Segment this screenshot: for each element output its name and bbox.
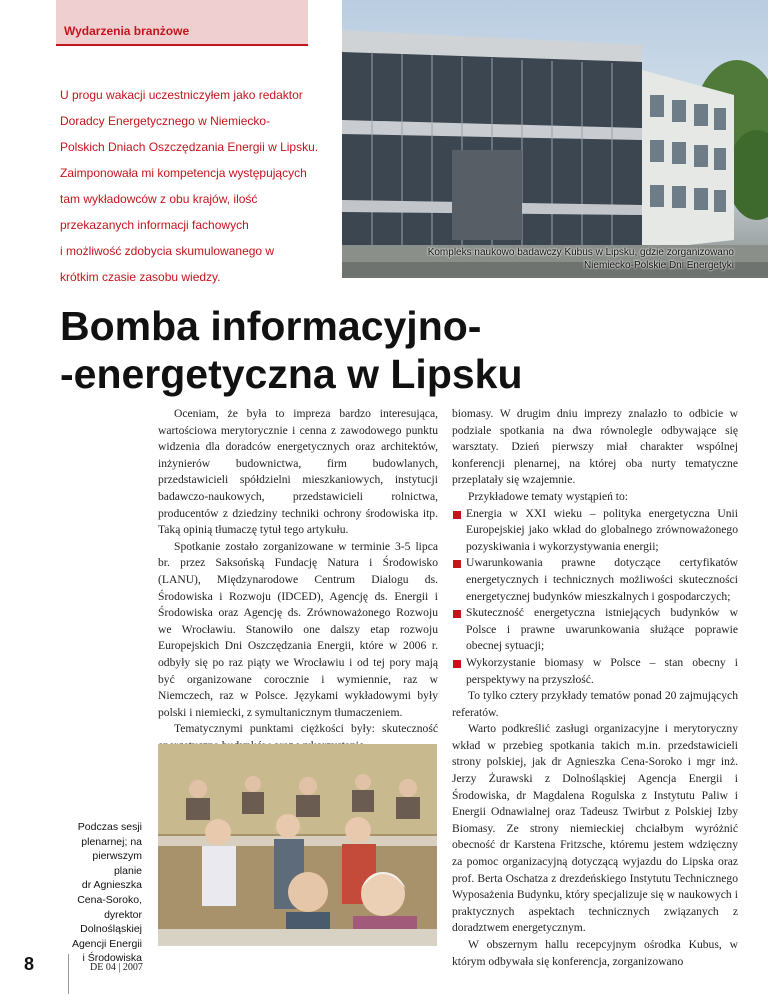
photo-caption xyxy=(394,246,734,272)
title-line: -energetyczna w Lipsku xyxy=(60,351,523,397)
article-column-2 xyxy=(452,406,738,970)
caption-line: Dolnośląskiej xyxy=(80,923,142,936)
paragraph: Warto podkreślić zasługi organizacyjne i merytoryczny wkład w przebieg spotkania takich m.in. przedstawicieli strony polskiej, jak dr Agnieszka Cena-Soroko i mgr inż. Jerzy Żurawski z Dolnośląskiej Agencja Energii i Środowiska, dr Magdalena Rogulska z Instytutu Paliw i Energii Odnawialnej oraz Tadeusz Twirbut z Polskiej Izby Biomasy. Ze strony niemieckiej chciałbym wyróżnić obecność dr Karstena Fritzsche, któremu jestem wdzięczny za pomoc organizacyjną dotyczącą wyjazdu do Lipska oraz prof. Berta Oschatza z drezdeńskiego Instytutu Technicznego Wyposażenia Budynku, który specjalizuje się w naukowych i praktycznych aspektach technicznych związanych z doradztwem energetycznym. xyxy=(452,722,738,935)
page-number: 8 xyxy=(24,954,35,974)
lead-line: tam wykładowców z obu krajów, ilość xyxy=(60,192,258,206)
bullet-square-icon xyxy=(453,511,461,519)
list-item xyxy=(452,655,738,688)
paragraph: Przykładowe tematy wystąpień to: xyxy=(468,489,629,503)
lead-line: Polskich Dniach Oszczędzania Energii w Lipsku. xyxy=(60,140,319,154)
bullet-square-icon xyxy=(453,660,461,668)
list-item-text: Uwarunkowania prawne dotyczące certyfikatów energetycznych i technicznych możliwości skuteczności energetycznej budynków mieszkalnych i gospodarczych; xyxy=(466,556,738,603)
conference-photo xyxy=(158,744,437,946)
lead-line: Doradcy Energetycznego w Niemiecko- xyxy=(60,114,271,128)
list-item xyxy=(452,605,738,655)
title-line: Bomba informacyjno- xyxy=(60,303,482,349)
caption-line: Agencji Energii xyxy=(71,937,142,950)
paragraph: To tylko cztery przykłady tematów ponad 20 zajmujących referatów. xyxy=(452,689,738,719)
list-item-text: Energia w XXI wieku – polityka energetyczna Unii Europejskiej jako wkład do globalnego zrównoważonego pozyskiwania i wykorzystywania energii; xyxy=(466,506,738,553)
list-item xyxy=(452,555,738,605)
bullet-square-icon xyxy=(453,610,461,618)
lead-line: U progu wakacji uczestniczyłem jako redaktor xyxy=(60,88,303,102)
lead-line: Zaimponowała mi kompetencja występujących xyxy=(60,166,307,180)
caption-line: pierwszym xyxy=(92,850,142,863)
list-item xyxy=(452,506,738,556)
paragraph: Oceniam, że była to impreza bardzo interesująca, wartościowa merytorycznie i cenna z zawodowego punktu widzenia dla doradców energetycznych oraz architektów, inżynierów budownictwa, firm budowlanych, przedstawicieli spółdzielni mieszkaniowych, instytucji badawczo-naukowych, przedstawicieli rolnictwa, producentów z dziedziny techniki ochrony środowiska itp. Taką opinią tłumaczę tytuł tego artykułu. xyxy=(158,407,438,537)
article-title xyxy=(60,302,740,398)
building-illustration xyxy=(342,0,768,278)
building-photo xyxy=(342,0,768,278)
list-item-text: Skuteczność energetyczna istniejących budynków w Polsce i prawne uwarunkowania służące poprawie obecnej sytuacji; xyxy=(466,606,738,653)
bullet-square-icon xyxy=(453,560,461,568)
paragraph: Tematycznymi punktami ciężkości były: skuteczność xyxy=(174,722,438,736)
caption-line: Cena-Soroko, xyxy=(77,893,142,906)
footer-divider xyxy=(68,954,69,994)
caption-line: planie xyxy=(113,864,142,877)
section-header xyxy=(56,0,308,46)
conference-illustration xyxy=(158,744,437,946)
paragraph: biomasy. W drugim dniu imprezy znalazło to odbicie w podziale spotkania na dwa równolegle odbywające się warsztaty. Dzień pierwszy miał charakter wspólnej konferencji plenarnej, na której oba nurty tematyczne przeplatały się wzajemnie. xyxy=(452,407,738,487)
photo-caption-line: Kompleks naukowo badawczy Kubus w Lipsku, gdzie zorganizowano xyxy=(427,247,734,258)
lead-line: krótkim czasie zasobu wiedzy. xyxy=(60,270,221,284)
article-column-1 xyxy=(158,406,438,754)
lead-line: i możliwość zdobycia skumulowanego w xyxy=(60,244,275,258)
list-item-text: Wykorzystanie biomasy w Polsce – stan obecny i perspektywy na przyszłość. xyxy=(466,655,738,686)
photo-caption-line: Niemiecko-Polskie Dni Energetyki xyxy=(583,260,734,271)
lead-line: przekazanych informacji fachowych xyxy=(60,218,249,232)
issue-label: DE 04 | 2007 xyxy=(90,962,143,973)
caption-line: dyrektor xyxy=(104,908,142,921)
caption-line: plenarnej; na xyxy=(81,835,142,848)
section-label: Wydarzenia branżowe xyxy=(64,24,190,38)
paragraph: W obszernym hallu recepcyjnym ośrodka Kubus, w którym odbywała się konferencja, zorganizowano xyxy=(452,938,738,968)
caption-line: Podczas sesji xyxy=(77,821,142,833)
caption-line: i Środowiska xyxy=(82,952,142,965)
conference-photo-caption xyxy=(60,820,142,966)
caption-line: dr Agnieszka xyxy=(81,879,142,892)
topics-list xyxy=(452,506,738,689)
paragraph: Spotkanie zostało zorganizowane w terminie 3-5 lipca br. przez Saksońską Fundację Natura i Środowisko (LANU), Międzynarodowe Centrum Dialogu ds. Środowiska i Rozwoju (IDCED), Agencję ds. Energii i Środowiska oraz Agencję ds. Zrównoważonego Rozwoju we Wrocławiu. Stanowiło one dalszy etap rozwoju Europejskich Dni Oszczędzania Energii, które w 2006 r. odbyły się po raz piąty we Wrocławiu i od tej pory mają być organizowane corocznie i wymiennie, raz w Niemczech, raz w Polsce. Językami wykładowymi były polski i niemiecki, z symultanicznym tłumaczeniem. xyxy=(158,539,438,719)
lead-intro xyxy=(60,88,345,296)
